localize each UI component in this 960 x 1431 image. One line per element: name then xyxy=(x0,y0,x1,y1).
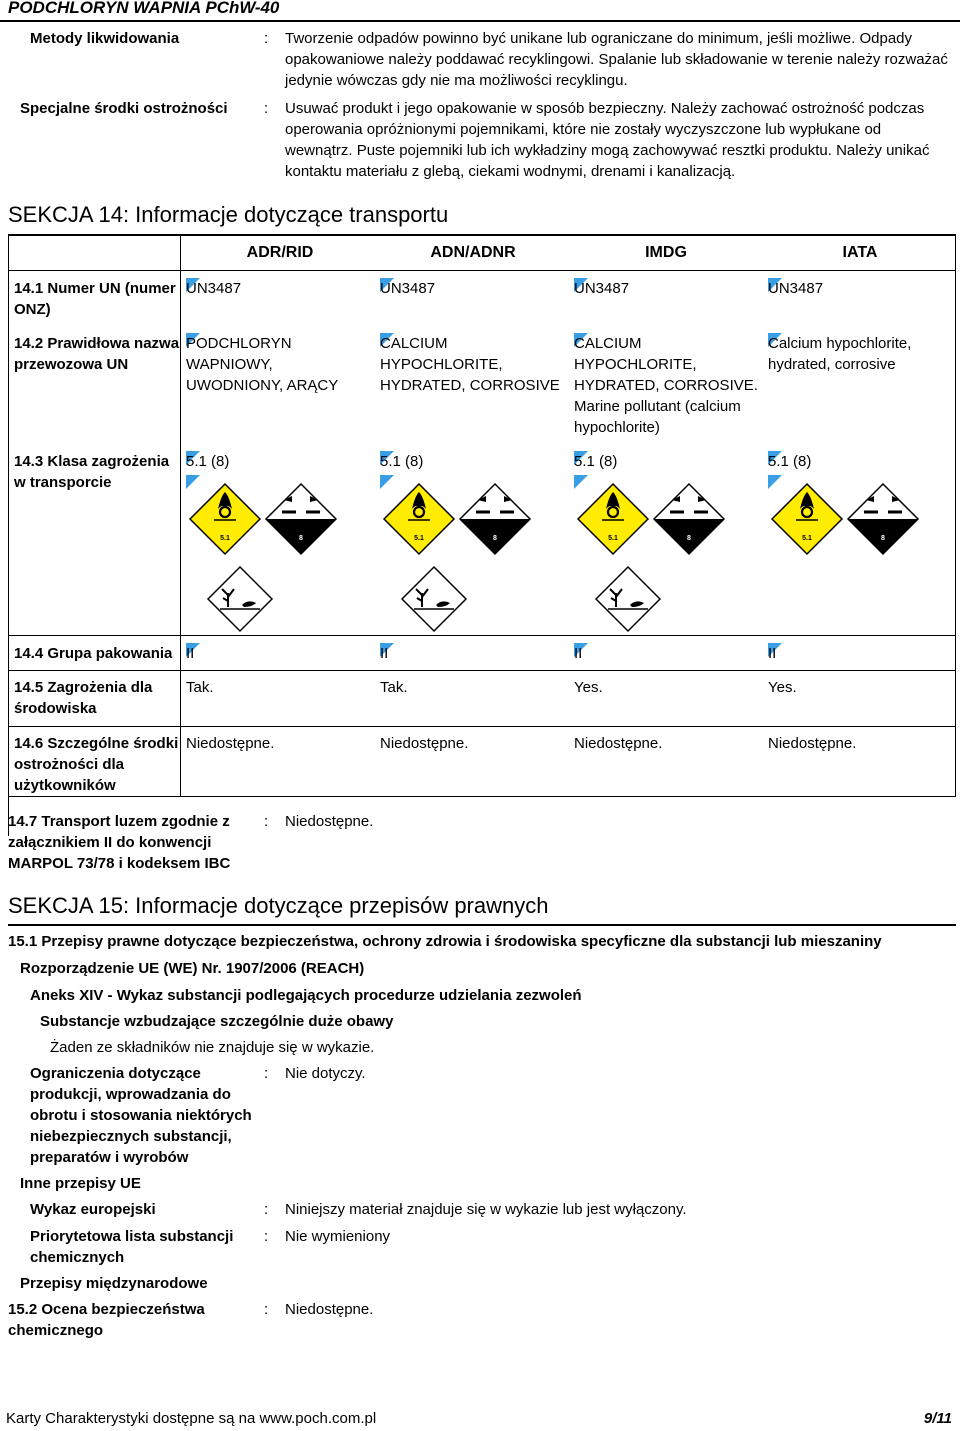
oxidizer-pictogram-icon xyxy=(188,482,262,556)
corrosive-pictogram-label: 8 xyxy=(687,535,691,542)
section-14-title: SEKCJA 14: Informacje dotyczące transportu xyxy=(8,202,449,227)
corrosive-pictogram-label: 8 xyxy=(881,535,885,542)
colon: : xyxy=(264,30,269,47)
table-row-rule xyxy=(8,726,956,727)
priority-list-value: Nie wymieniony xyxy=(285,1228,391,1245)
bulk-transport-value: Niedostępne. xyxy=(285,813,374,830)
restrictions-label: Ograniczenia dotyczące produkcji, wprowadzania do obrotu i stosowania niektórych niebezpiecznych substancji, preparatów i wyrobów xyxy=(30,1065,252,1166)
eu-inventory-label: Wykaz europejski xyxy=(30,1201,156,1218)
row-label-env-hazard: 14.5 Zagrożenia dla środowiska xyxy=(14,679,153,717)
svhc-heading: Substancje wzbudzające szczególnie duże obawy xyxy=(40,1013,394,1030)
env-hazard-adr: Tak. xyxy=(186,679,214,696)
bulk-transport-label: 14.7 Transport luzem zgodnie z załącznikiem II do konwencji MARPOL 73/78 i kodeksem IBC xyxy=(8,813,231,872)
chemical-safety-value: Niedostępne. xyxy=(285,1301,374,1318)
shipping-name-adr: PODCHLORYN WAPNIOWY, UWODNIONY, ARĄCY xyxy=(186,335,339,394)
col-header-iata: IATA xyxy=(842,244,878,261)
colon: : xyxy=(264,100,269,117)
user-precautions-iata: Niedostępne. xyxy=(768,735,857,752)
oxidizer-pictogram-label: 5.1 xyxy=(220,535,230,542)
restrictions-value: Nie dotyczy. xyxy=(285,1065,366,1082)
colon: : xyxy=(264,1301,269,1318)
row-label-hazard-class: 14.3 Klasa zagrożenia w transporcie xyxy=(14,453,170,491)
un-number-adn: UN3487 xyxy=(380,280,436,297)
packing-group-iata: II xyxy=(768,645,777,662)
oxidizer-pictogram-icon xyxy=(770,482,844,556)
priority-list-label: Priorytetowa lista substancji chemicznych xyxy=(30,1228,234,1266)
oxidizer-pictogram-label: 5.1 xyxy=(802,535,812,542)
table-bottom-rule xyxy=(8,796,956,797)
oxidizer-pictogram-icon xyxy=(576,482,650,556)
table-right-border xyxy=(955,236,956,796)
section-15-title: SEKCJA 15: Informacje dotyczące przepisów prawnych xyxy=(8,893,549,918)
eu-inventory-value: Niniejszy materiał znajduje się w wykazie lub jest wyłączony. xyxy=(285,1201,687,1218)
packing-group-imdg: II xyxy=(574,645,583,662)
shipping-name-imdg: CALCIUM HYPOCHLORITE, HYDRATED, CORROSIVE. Marine pollutant (calcium hypochlorite) xyxy=(574,335,758,436)
shipping-name-adn: CALCIUM HYPOCHLORITE, HYDRATED, CORROSIVE xyxy=(380,335,560,394)
hazard-class-imdg: 5.1 (8) xyxy=(574,453,618,470)
col-header-adr: ADR/RID xyxy=(246,244,314,261)
hazard-class-adr: 5.1 (8) xyxy=(186,453,230,470)
user-precautions-adn: Niedostępne. xyxy=(380,735,469,752)
env-hazard-iata: Yes. xyxy=(768,679,797,696)
user-precautions-adr: Niedostępne. xyxy=(186,735,275,752)
col-header-imdg: IMDG xyxy=(645,244,687,261)
oxidizer-pictogram-icon xyxy=(382,482,456,556)
table-header-rule xyxy=(8,270,956,271)
un-number-iata: UN3487 xyxy=(768,280,824,297)
environment-hazard-icon xyxy=(594,565,662,633)
env-hazard-imdg: Yes. xyxy=(574,679,603,696)
table-row-rule xyxy=(8,635,956,636)
international-heading: Przepisy międzynarodowe xyxy=(20,1275,208,1292)
env-hazard-adn: Tak. xyxy=(380,679,408,696)
corrosive-pictogram-icon xyxy=(652,482,726,556)
corrosive-pictogram-icon xyxy=(846,482,920,556)
special-precautions-label: Specjalne środki ostrożności xyxy=(20,100,228,117)
environment-hazard-icon xyxy=(400,565,468,633)
packing-group-adn: II xyxy=(380,645,389,662)
disposal-methods-text: Tworzenie odpadów powinno być unikane lub ograniczane do minimum, jeśli możliwe. Odpady opakowaniowe należy poddawać recyklingowi. Spalanie lub składowanie w terenie należy rozważać jedynie wówczas gdy nie ma możliwości recyklingu. xyxy=(285,30,948,89)
row-label-un-number: 14.1 Numer UN (numer ONZ) xyxy=(14,280,176,318)
hazard-class-iata: 5.1 (8) xyxy=(768,453,812,470)
environment-hazard-icon xyxy=(206,565,274,633)
section-14-rule xyxy=(8,234,956,236)
row-label-packing-group: 14.4 Grupa pakowania xyxy=(14,645,173,662)
svhc-text: Żaden ze składników nie znajduje się w wykazie. xyxy=(50,1039,375,1056)
corrosive-pictogram-label: 8 xyxy=(493,535,497,542)
annex-xiv-heading: Aneks XIV - Wykaz substancji podlegających procedurze udzielania zezwoleń xyxy=(30,987,582,1004)
row-label-shipping-name: 14.2 Prawidłowa nazwa przewozowa UN xyxy=(14,335,180,373)
corrosive-pictogram-icon xyxy=(264,482,338,556)
colon: : xyxy=(264,813,269,830)
special-precautions-text: Usuwać produkt i jego opakowanie w sposób bezpieczny. Należy zachować ostrożność podczas operowania opróżnionymi pojemnikami, które nie zostały wyczyszczone lub wypłukane od wewnątrz. Puste pojemniki lub ich wykładziny mogą zachowywać resztki produktu. Należy unikać kontaktu materiału z glebą, ciekami wodnymi, drenami i kanalizacją. xyxy=(285,100,930,180)
un-number-adr: UN3487 xyxy=(186,280,242,297)
colon: : xyxy=(264,1065,269,1082)
hazard-class-adn: 5.1 (8) xyxy=(380,453,424,470)
table-row-rule xyxy=(8,670,956,671)
oxidizer-pictogram-label: 5.1 xyxy=(414,535,424,542)
footer-text: Karty Charakterystyki dostępne są na www.poch.com.pl xyxy=(6,1410,377,1427)
packing-group-adr: II xyxy=(186,645,195,662)
corrosive-pictogram-label: 8 xyxy=(299,535,303,542)
reach-heading: Rozporządzenie UE (WE) Nr. 1907/2006 (REACH) xyxy=(20,960,365,977)
col-header-adn: ADN/ADNR xyxy=(430,244,516,261)
table-column-divider xyxy=(180,236,181,796)
colon: : xyxy=(264,1201,269,1218)
shipping-name-iata: Calcium hypochlorite, hydrated, corrosive xyxy=(768,335,912,373)
row-label-user-precautions: 14.6 Szczególne środki ostrożności dla użytkowników xyxy=(14,735,179,794)
other-eu-heading: Inne przepisy UE xyxy=(20,1175,141,1192)
table-left-border xyxy=(8,236,9,836)
chemical-safety-label: 15.2 Ocena bezpieczeństwa chemicznego xyxy=(8,1301,205,1339)
oxidizer-pictogram-label: 5.1 xyxy=(608,535,618,542)
section-15-rule xyxy=(8,924,956,926)
document-title: PODCHLORYN WAPNIA PChW-40 xyxy=(8,0,280,17)
corrosive-pictogram-icon xyxy=(458,482,532,556)
user-precautions-imdg: Niedostępne. xyxy=(574,735,663,752)
page-number: 9/11 xyxy=(923,1410,952,1427)
header-divider xyxy=(0,20,960,22)
disposal-methods-label: Metody likwidowania xyxy=(30,30,180,47)
regulations-subheading: 15.1 Przepisy prawne dotyczące bezpieczeństwa, ochrony zdrowia i środowiska specyficzne dla substancji lub mieszaniny xyxy=(8,933,882,950)
colon: : xyxy=(264,1228,269,1245)
un-number-imdg: UN3487 xyxy=(574,280,630,297)
